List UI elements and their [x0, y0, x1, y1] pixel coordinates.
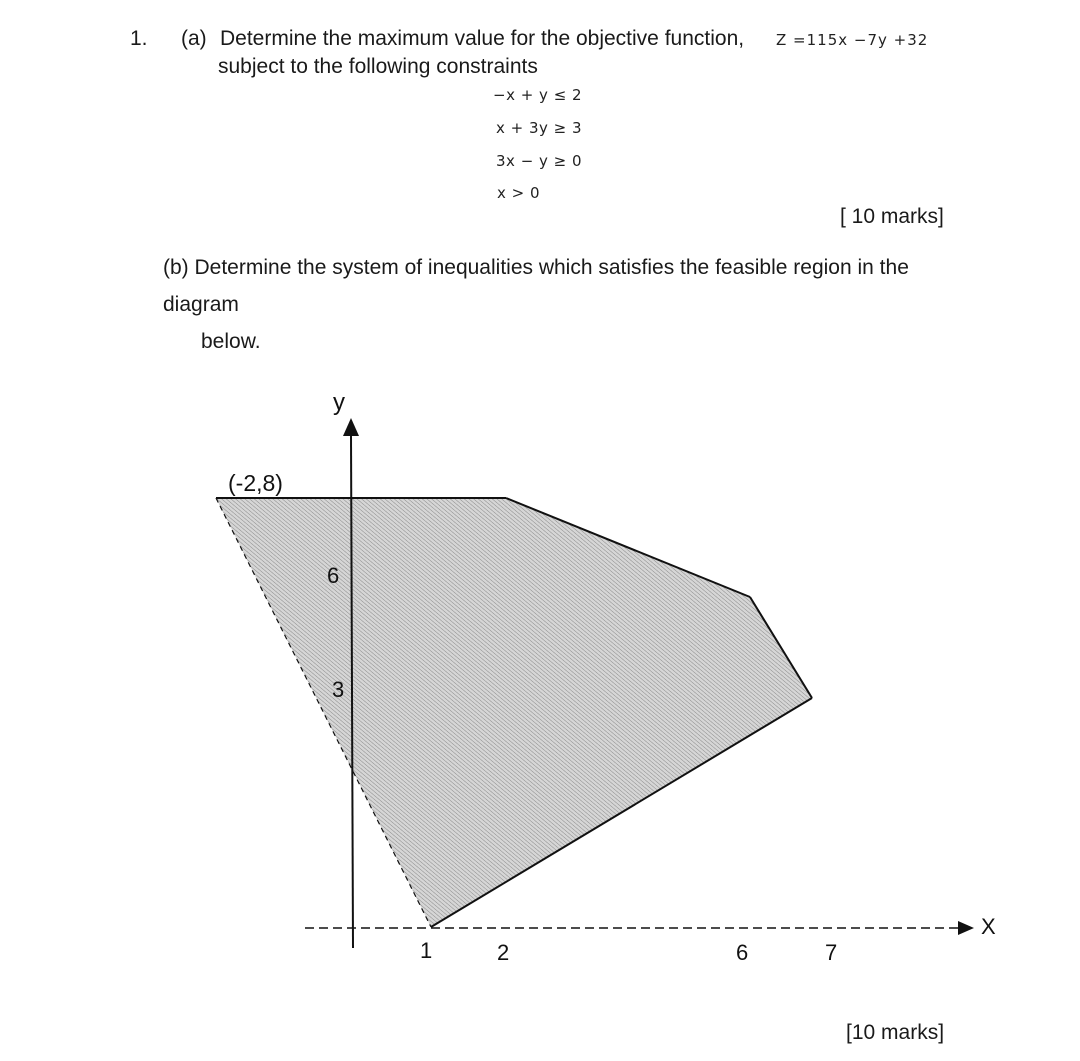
y-axis-arrow	[343, 418, 359, 436]
constraint-3: 3x − y ≥ 0	[496, 152, 583, 170]
x-axis-arrow	[958, 921, 974, 935]
feasible-region	[216, 498, 812, 927]
vertex-label: (-2,8)	[228, 470, 283, 496]
constraint-4: x > 0	[497, 184, 541, 202]
objective-function: Z =115x −7y +32	[776, 31, 929, 49]
x-tick-1: 1	[420, 938, 433, 963]
constraint-2: x + 3y ≥ 3	[496, 119, 583, 137]
part-b-line1: (b) Determine the system of inequalities which satisfies the feasible region in the	[163, 256, 909, 279]
part-a-label: (a)	[181, 27, 207, 50]
constraint-1: −x + y ≤ 2	[493, 86, 583, 104]
part-a-intro2: subject to the following constraints	[218, 55, 538, 78]
x-tick-2: 2	[497, 940, 510, 965]
part-a-intro: Determine the maximum value for the objective function,	[220, 27, 745, 50]
y-axis-label: y	[333, 389, 345, 416]
x-tick-6: 6	[736, 940, 749, 965]
part-a-marks: [ 10 marks]	[840, 205, 944, 228]
x-axis-label: X	[981, 914, 996, 939]
part-b-marks: [10 marks]	[846, 1021, 945, 1044]
part-b-line3: below.	[201, 330, 261, 353]
y-tick-3: 3	[332, 677, 345, 702]
question-number: 1.	[130, 27, 148, 50]
part-b-line2: diagram	[163, 293, 239, 316]
x-tick-7: 7	[825, 940, 838, 965]
y-tick-6: 6	[327, 563, 340, 588]
